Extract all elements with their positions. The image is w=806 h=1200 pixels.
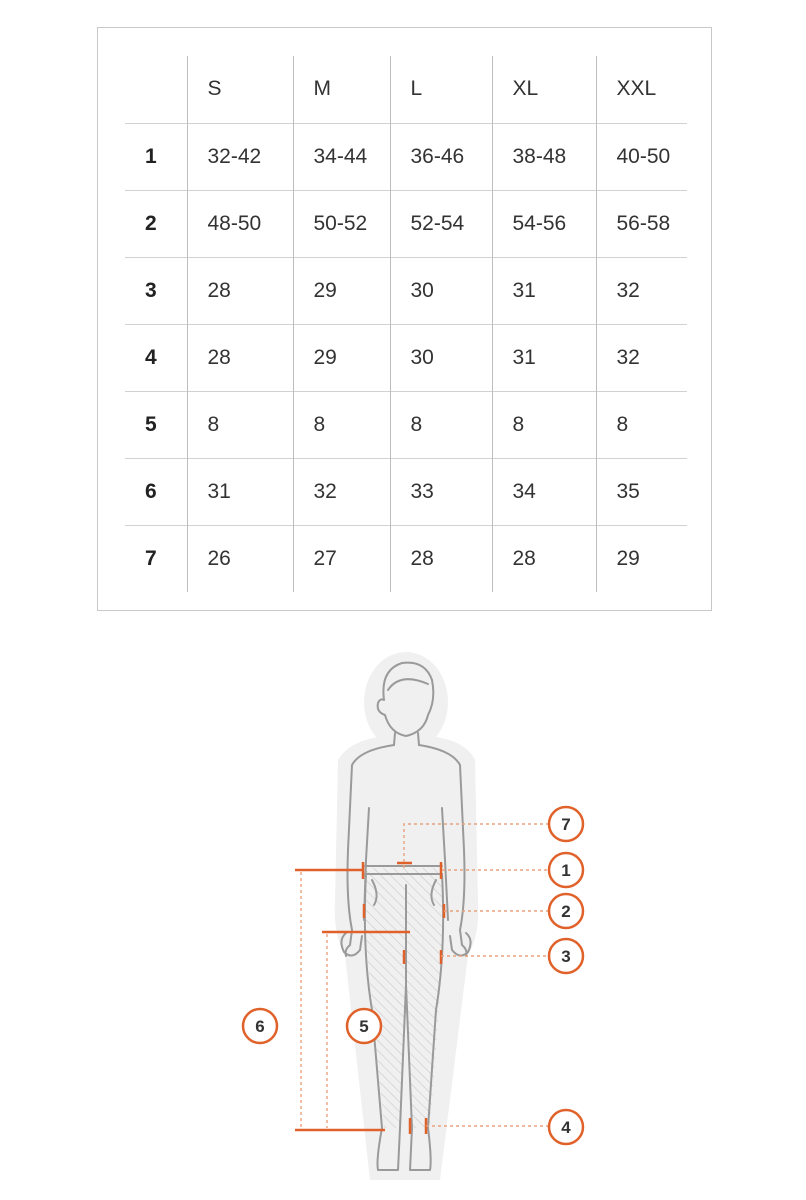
row-label: 1 <box>125 123 187 190</box>
table-cell: 28 <box>187 257 293 324</box>
table-row <box>125 190 687 257</box>
header-cell <box>125 56 187 123</box>
header-cell: M <box>293 56 390 123</box>
table-cell: 30 <box>390 257 492 324</box>
header-cell: XXL <box>596 56 687 123</box>
table-cell: 27 <box>293 525 390 592</box>
table-row <box>125 391 687 458</box>
table-cell: 48-50 <box>187 190 293 257</box>
table-row <box>125 458 687 525</box>
marker-4 <box>549 1110 583 1144</box>
table-row <box>125 123 687 190</box>
marker-1-label: 1 <box>561 861 571 880</box>
table-cell: 34-44 <box>293 123 390 190</box>
marker-6-label: 6 <box>255 1017 265 1036</box>
table-cell: 32 <box>596 324 687 391</box>
table-cell: 32 <box>596 257 687 324</box>
marker-7 <box>549 807 583 841</box>
table-row <box>125 324 687 391</box>
size-table <box>125 56 687 592</box>
table-cell: 29 <box>293 324 390 391</box>
table-cell: 38-48 <box>492 123 596 190</box>
table-cell: 32-42 <box>187 123 293 190</box>
table-cell: 35 <box>596 458 687 525</box>
measurement-diagram <box>0 640 806 1195</box>
marker-3-label: 3 <box>561 947 571 966</box>
table-cell: 8 <box>596 391 687 458</box>
table-cell: 34 <box>492 458 596 525</box>
table-cell: 8 <box>492 391 596 458</box>
table-cell: 33 <box>390 458 492 525</box>
table-cell: 56-58 <box>596 190 687 257</box>
table-cell: 8 <box>187 391 293 458</box>
marker-3 <box>549 939 583 973</box>
table-cell: 31 <box>492 257 596 324</box>
row-label: 3 <box>125 257 187 324</box>
table-cell: 54-56 <box>492 190 596 257</box>
marker-4-label: 4 <box>561 1118 571 1137</box>
table-cell: 52-54 <box>390 190 492 257</box>
marker-7-label: 7 <box>561 815 571 834</box>
size-table-frame <box>97 27 712 611</box>
table-cell: 40-50 <box>596 123 687 190</box>
row-label: 5 <box>125 391 187 458</box>
table-row <box>125 525 687 592</box>
table-cell: 28 <box>187 324 293 391</box>
row-label: 7 <box>125 525 187 592</box>
table-cell: 31 <box>187 458 293 525</box>
header-cell: S <box>187 56 293 123</box>
table-header-row <box>125 56 687 123</box>
row-label: 4 <box>125 324 187 391</box>
table-cell: 36-46 <box>390 123 492 190</box>
table-cell: 26 <box>187 525 293 592</box>
table-cell: 29 <box>596 525 687 592</box>
table-cell: 32 <box>293 458 390 525</box>
row-label: 2 <box>125 190 187 257</box>
marker-5 <box>347 1009 381 1043</box>
table-cell: 8 <box>390 391 492 458</box>
table-cell: 50-52 <box>293 190 390 257</box>
marker-2-label: 2 <box>561 902 571 921</box>
table-row <box>125 257 687 324</box>
table-cell: 28 <box>390 525 492 592</box>
marker-5-label: 5 <box>359 1017 369 1036</box>
table-cell: 31 <box>492 324 596 391</box>
marker-6 <box>243 1009 277 1043</box>
marker-1 <box>549 853 583 887</box>
table-cell: 8 <box>293 391 390 458</box>
header-cell: XL <box>492 56 596 123</box>
marker-2 <box>549 894 583 928</box>
row-label: 6 <box>125 458 187 525</box>
table-cell: 28 <box>492 525 596 592</box>
header-cell: L <box>390 56 492 123</box>
table-cell: 29 <box>293 257 390 324</box>
table-cell: 30 <box>390 324 492 391</box>
